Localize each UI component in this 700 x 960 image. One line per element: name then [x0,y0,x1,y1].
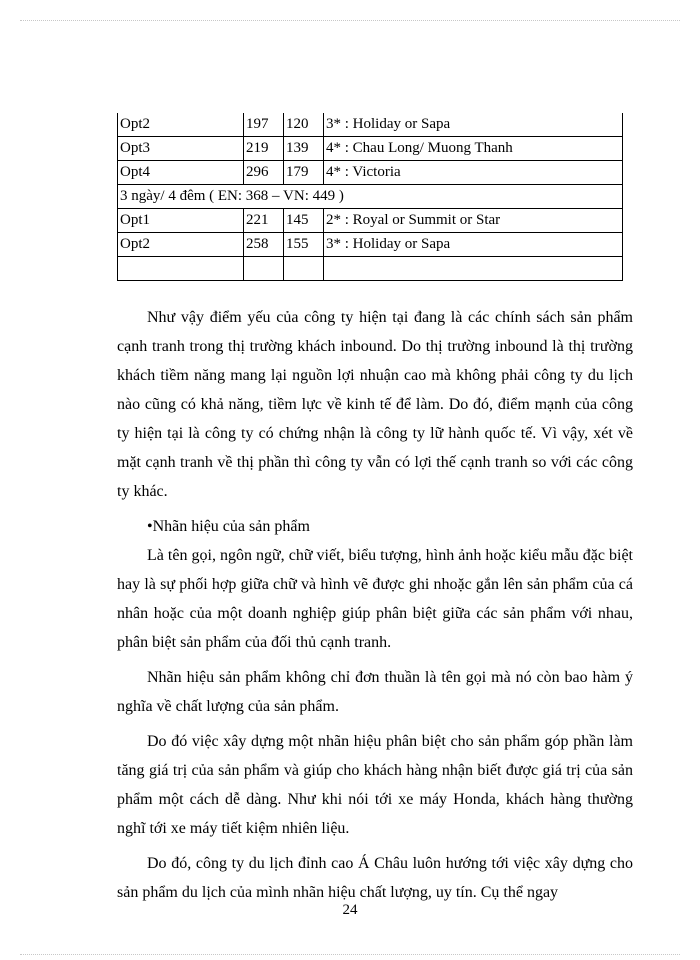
price-vn-cell: 139 [284,137,324,161]
paragraph-brand-meaning: Nhãn hiệu sản phẩm không chỉ đơn thuần là tên gọi mà nó còn bao hàm ý nghĩa về chất lượng của sản phẩm. [117,669,633,715]
hotel-cell [324,257,623,281]
table-row [118,257,623,281]
table-row [118,209,623,233]
page-number: 24 [342,902,358,918]
price-vn-cell: 120 [284,113,324,137]
table-row [118,233,623,257]
option-cell: Opt2 [118,113,244,137]
option-cell: Opt2 [118,233,244,257]
price-vn-cell [284,257,324,281]
table-span-row [118,185,623,209]
option-cell: Opt3 [118,137,244,161]
price-vn-cell: 179 [284,161,324,185]
tour-options-table [117,113,623,281]
price-en-cell: 197 [244,113,284,137]
table-row [118,137,623,161]
price-en-cell: 296 [244,161,284,185]
body-text [117,303,633,913]
price-en-cell: 221 [244,209,284,233]
option-cell: Opt4 [118,161,244,185]
option-cell: Opt1 [118,209,244,233]
paragraph-brand-definition: Là tên gọi, ngôn ngữ, chữ viết, biểu tượng, hình ảnh hoặc kiểu mẫu đặc biệt hay là sự phối hợp giữa chữ và hình vẽ được ghi nhoặc gắn lên sản phẩm của cá nhân hoặc của một doanh nghiệp giúp phân biệt giữa các sản phẩm với nhau, phân biệt sản phẩm của đối thủ cạnh tranh. [117,547,633,651]
price-en-cell: 219 [244,137,284,161]
price-vn-cell: 155 [284,233,324,257]
paragraph-weakness: Như vậy điểm yếu của công ty hiện tại đang là các chính sách sản phẩm cạnh tranh trong thị trường khách inbound. Do thị trường inbound là thị trường khách tiềm năng mang lại nguồn lợi nhuận cao mà không phải công ty du lịch nào cũng có khả năng, tiềm lực về kinh tế để làm. Do đó, điểm mạnh của công ty hiện tại là công ty có chứng nhận là công ty lữ hành quốc tế. Vì vậy, xét về mặt cạnh tranh về thị phần thì công ty vẫn có lợi thế cạnh tranh so với các công ty khác. [117,309,633,500]
hotel-cell: 3* : Holiday or Sapa [324,113,623,137]
paragraph-brand-value: Do đó việc xây dựng một nhãn hiệu phân biệt cho sản phẩm góp phần làm tăng giá trị của sản phẩm và giúp cho khách hàng nhận biết được giá trị của sản phẩm một cách dễ dàng. Như khi nói tới xe máy Honda, khách hàng thường nghĩ tới xe máy tiết kiệm nhiên liệu. [117,733,633,837]
hotel-cell: 2* : Royal or Summit or Star [324,209,623,233]
price-en-cell: 258 [244,233,284,257]
hotel-cell: 4* : Victoria [324,161,623,185]
hotel-cell: 4* : Chau Long/ Muong Thanh [324,137,623,161]
table-row [118,113,623,137]
price-vn-cell: 145 [284,209,324,233]
section-heading-brand: •Nhãn hiệu của sản phẩm [147,518,310,535]
hotel-cell: 3* : Holiday or Sapa [324,233,623,257]
table-row [118,161,623,185]
option-cell [118,257,244,281]
paragraph-company-brand: Do đó, công ty du lịch đỉnh cao Á Châu luôn hướng tới việc xây dựng cho sản phẩm du lịch của mình nhãn hiệu chất lượng, uy tín. Cụ thể ngay [117,855,633,901]
price-en-cell [244,257,284,281]
tour-duration-header: 3 ngày/ 4 đêm ( EN: 368 – VN: 449 ) [118,185,623,209]
